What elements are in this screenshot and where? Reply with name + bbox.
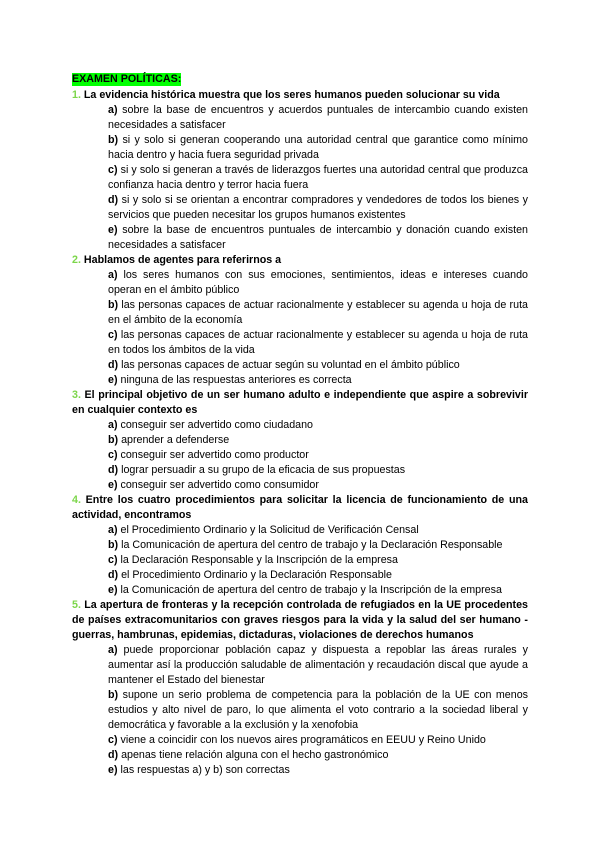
question-statement: El principal objetivo de un ser humano adulto e independiente que aspire a sobrevivir en cualquier contexto es (72, 389, 528, 416)
answer-options (72, 523, 528, 598)
answer-option (108, 583, 528, 598)
option-letter: e) (108, 584, 118, 596)
option-letter: b) (108, 134, 119, 146)
answer-option (108, 373, 528, 388)
option-letter: a) (108, 524, 118, 536)
option-text: supone un serio problema de competencia para la población de la UE con menos estudios y alto nivel de paro, lo que alimenta el voto contrario a la sociedad liberal y democrática y favorable a la exclusión y la xenofobia (108, 689, 528, 731)
option-letter: b) (108, 434, 119, 446)
question-number: 5. (72, 599, 81, 611)
answer-option (108, 763, 528, 778)
answer-option (108, 733, 528, 748)
answer-options (72, 103, 528, 253)
option-text: los seres humanos con sus emociones, sentimientos, ideas e intereses cuando operan en el ámbito público (108, 269, 528, 296)
option-text: el Procedimiento Ordinario y la Solicitud de Verificación Censal (120, 524, 419, 536)
question-block (72, 253, 528, 388)
question-number: 4. (72, 494, 81, 506)
option-text: las personas capaces de actuar según su voluntad en el ámbito público (121, 359, 460, 371)
answer-option (108, 328, 528, 358)
option-letter: b) (108, 299, 119, 311)
option-text: lograr persuadir a su grupo de la eficacia de sus propuestas (121, 464, 406, 476)
question-text (72, 493, 528, 523)
option-text: apenas tiene relación alguna con el hecho gastronómico (121, 749, 389, 761)
option-text: puede proporcionar población capaz y dispuesta a repoblar las áreas rurales y aumentar así la producción saludable de alimentación y recaudación discal que ayude a mantener el Estado del bienestar (108, 644, 528, 686)
option-letter: d) (108, 464, 119, 476)
question-block (72, 493, 528, 598)
question-list (72, 88, 528, 778)
question-block (72, 88, 528, 253)
option-letter: b) (108, 539, 119, 551)
answer-option (108, 433, 528, 448)
answer-options (72, 418, 528, 493)
answer-options (72, 643, 528, 778)
question-statement: Entre los cuatro procedimientos para solicitar la licencia de funcionamiento de una actividad, encontramos (72, 494, 528, 521)
answer-option (108, 193, 528, 223)
answer-options (72, 268, 528, 388)
question-text (72, 88, 528, 103)
option-letter: e) (108, 224, 118, 236)
question-number: 2. (72, 254, 81, 266)
option-text: las personas capaces de actuar racionalmente y establecer su agenda u hoja de ruta en todos los ámbitos de la vida (108, 329, 528, 356)
option-text: ninguna de las respuestas anteriores es correcta (120, 374, 352, 386)
answer-option (108, 568, 528, 583)
option-letter: e) (108, 374, 118, 386)
option-text: las respuestas a) y b) son correctas (120, 764, 290, 776)
option-letter: a) (108, 644, 118, 656)
option-text: la Comunicación de apertura del centro de trabajo y la Inscripción de la empresa (120, 584, 502, 596)
option-letter: e) (108, 479, 118, 491)
option-letter: d) (108, 569, 119, 581)
question-block (72, 388, 528, 493)
option-text: la Declaración Responsable y la Inscripción de la empresa (120, 554, 398, 566)
answer-option (108, 523, 528, 538)
option-text: conseguir ser advertido como ciudadano (120, 419, 313, 431)
answer-option (108, 103, 528, 133)
option-letter: a) (108, 419, 118, 431)
option-text: si y solo si generan a través de liderazgos fuertes una autoridad central que produzca confianza hacia dentro y terror hacia fuera (108, 164, 528, 191)
question-statement: La apertura de fronteras y la recepción controlada de refugiados en la UE procedentes de países extracomunitarios con graves riesgos para la vida y la salud del ser humano -guerras, hambrunas, epidemias, dictaduras, violaciones de derechos humanos (72, 599, 528, 641)
answer-option (108, 268, 528, 298)
question-statement: Hablamos de agentes para referirnos a (83, 254, 282, 266)
question-number: 1. (72, 89, 81, 101)
answer-option (108, 298, 528, 328)
option-text: viene a coincidir con los nuevos aires programáticos en EEUU y Reino Unido (120, 734, 486, 746)
answer-option (108, 418, 528, 433)
answer-option (108, 163, 528, 193)
option-text: sobre la base de encuentros y acuerdos puntuales de intercambio cuando existen necesidades a satisfacer (108, 104, 528, 131)
answer-option (108, 448, 528, 463)
answer-option (108, 133, 528, 163)
option-text: conseguir ser advertido como productor (120, 449, 309, 461)
option-letter: b) (108, 689, 119, 701)
option-text: sobre la base de encuentros puntuales de intercambio y donación cuando existen necesidades a satisfacer (108, 224, 528, 251)
question-block (72, 598, 528, 778)
option-letter: a) (108, 269, 118, 281)
answer-option (108, 643, 528, 688)
answer-option (108, 553, 528, 568)
option-letter: d) (108, 359, 119, 371)
option-letter: d) (108, 194, 119, 206)
option-letter: c) (108, 449, 118, 461)
option-text: el Procedimiento Ordinario y la Declaración Responsable (121, 569, 392, 581)
answer-option (108, 478, 528, 493)
answer-option (108, 463, 528, 478)
question-statement: La evidencia histórica muestra que los seres humanos pueden solucionar su vida (83, 89, 500, 101)
exam-content (72, 72, 528, 778)
question-number: 3. (72, 389, 81, 401)
answer-option (108, 358, 528, 373)
answer-option (108, 538, 528, 553)
question-text (72, 388, 528, 418)
option-letter: e) (108, 764, 118, 776)
question-text (72, 598, 528, 643)
option-letter: a) (108, 104, 118, 116)
question-text (72, 253, 528, 268)
option-letter: c) (108, 734, 118, 746)
option-text: si y solo si se orientan a encontrar compradores y vendedores de todos los bienes y servicios que pueden necesitar los grupos humanos existentes (108, 194, 528, 221)
option-text: conseguir ser advertido como consumidor (120, 479, 319, 491)
option-letter: c) (108, 164, 118, 176)
option-text: las personas capaces de actuar racionalmente y establecer su agenda u hoja de ruta en el ámbito de la economía (108, 299, 528, 326)
option-letter: c) (108, 329, 118, 341)
answer-option (108, 688, 528, 733)
exam-title: EXAMEN POLÍTICAS: (72, 73, 182, 85)
option-text: si y solo si generan cooperando una autoridad central que garantice como mínimo hacia dentro y hacia fuera seguridad privada (108, 134, 528, 161)
option-text: la Comunicación de apertura del centro de trabajo y la Declaración Responsable (121, 539, 503, 551)
option-letter: d) (108, 749, 119, 761)
option-text: aprender a defenderse (121, 434, 230, 446)
option-letter: c) (108, 554, 118, 566)
answer-option (108, 223, 528, 253)
answer-option (108, 748, 528, 763)
